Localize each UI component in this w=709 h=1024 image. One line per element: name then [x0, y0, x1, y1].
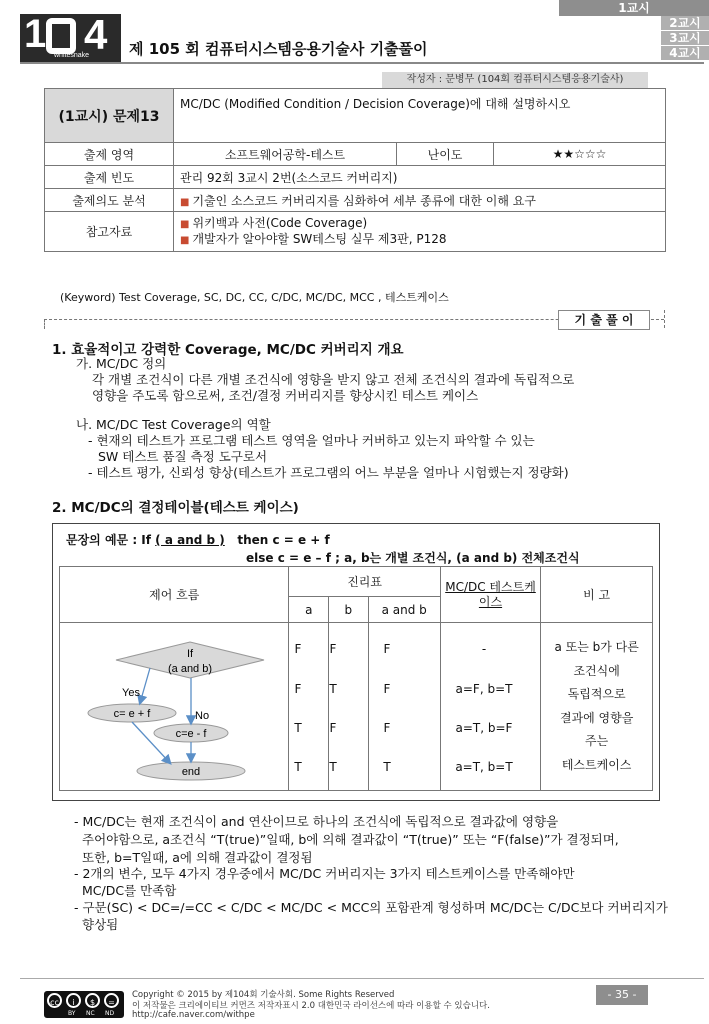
condition-expression: ( a and b ) [155, 533, 225, 547]
freq-value: 관리 92회 3교시 2번(소스코드 커버리지) [174, 166, 666, 189]
side-tab-3[interactable]: 3교시 [661, 31, 709, 45]
bullet-line: MC/DC를 만족함 [82, 883, 177, 898]
footer-divider [20, 978, 704, 979]
note-cell [541, 623, 653, 791]
row4-ab: T [383, 760, 391, 774]
row3-ab: F [383, 721, 391, 735]
cc-nd-label: ND [105, 1010, 115, 1017]
author-label: 작성자 : 문병무 (104회 컴퓨터시스템응용기술사) [382, 72, 648, 88]
col-truth-header: 진리표 [289, 567, 440, 597]
if-label: If [186, 648, 194, 660]
header-divider [20, 62, 704, 64]
row4-b: T [329, 760, 337, 774]
no-label: No [195, 710, 210, 722]
bullet-line: 향상됨 [82, 917, 119, 932]
col-mcdc-header: MC/DC 테스트케이스 [440, 567, 541, 623]
intent-value: 기출인 소스코드 커버리지를 심화하여 세부 종류에 대한 이해 요구 [192, 193, 536, 208]
yes-label: Yes [122, 687, 140, 699]
col-a-header: a [289, 597, 329, 623]
bullet-line: 주어야함으로, a조건식 “T(true)”일때, b에 의해 결과값이 “T(true)” 또는 “F(false)”가 결정되며, [82, 832, 619, 847]
bullet-line: - MC/DC는 현재 조건식이 and 연산이므로 하나의 조건식에 독립적으로 결과값에 영향을 [74, 814, 559, 829]
logo-digit-4: 4 [84, 11, 108, 58]
row2-tc: a=F, b=T [455, 682, 513, 696]
url-link[interactable]: http://cafe.naver.com/withpe [132, 1010, 255, 1020]
question-text: MC/DC (Modified Condition / Decision Coverage)에 대해 설명하시오 [174, 89, 666, 143]
control-flow-diagram [60, 624, 282, 792]
section1-a-line: 영향을 주도록 함으로써, 조건/결정 커버리지를 향상시킨 테스트 케이스 [92, 388, 479, 403]
note-line: a 또는 b가 다른 [554, 640, 639, 654]
logo-digit-0 [46, 18, 76, 54]
condition-line-1: 문장의 예문 : If ( a and b ) then c = e + f [66, 533, 330, 547]
copyright-text: Copyright © 2015 by 제104회 기술사회. Some Rights Reserved [132, 990, 395, 1000]
section1-b-title: 나. MC/DC Test Coverage의 역할 [76, 417, 271, 432]
row4-a: T [294, 760, 302, 774]
side-tab-2[interactable]: 2교시 [661, 16, 709, 30]
row2-a: F [294, 682, 302, 696]
bullet-line: 또한, b=T일때, a에 의해 결과값이 결정됨 [82, 850, 313, 865]
section1-title: 1. 효율적이고 강력한 Coverage, MC/DC 커버리지 개요 [52, 342, 404, 358]
area-value: 소프트웨어공학-테스트 [174, 143, 397, 166]
nc-icon: $ [85, 993, 100, 1008]
note-line: 테스트케이스 [561, 757, 632, 772]
note-line: 조건식에 [573, 663, 620, 678]
question-info-table [44, 88, 666, 252]
condition-line-2: else c = e – f ; a, b는 개별 조건식, (a and b) 전체조건식 [246, 551, 580, 565]
section1-a-title: 가. MC/DC 정의 [76, 356, 167, 371]
ref-cell [174, 212, 666, 252]
yes-arrow [140, 668, 150, 703]
else-text: c=e - f [175, 728, 207, 740]
end-text: end [181, 766, 201, 778]
section1-b-line: - 현재의 테스트가 프로그램 테스트 영역을 얼마나 커버하고 있는지 파악할 수 있는 [88, 433, 535, 448]
cc-nc-label: NC [86, 1010, 95, 1017]
area-label: 출제 영역 [45, 143, 174, 166]
note-line: 결과에 영향을 [559, 710, 634, 725]
col-note-header: 비 고 [541, 567, 653, 623]
row1-ab: F [383, 642, 391, 656]
cc-icon: cc [47, 993, 62, 1008]
session-tab[interactable]: 1교시 [559, 0, 709, 16]
question-label: (1교시) 문제13 [45, 89, 174, 143]
row2-ab: F [383, 682, 391, 696]
side-tab-4[interactable]: 4교시 [661, 46, 709, 60]
bullet-square-icon: ■ [180, 196, 190, 208]
row3-a: T [294, 721, 302, 735]
bullet-line: - 2개의 변수, 모두 4가지 경우중에서 MC/DC 커버리지는 3가지 테스트케이스를 만족해야만 [74, 866, 575, 881]
cc-license-badge [44, 991, 124, 1018]
difficulty-label: 난이도 [397, 143, 494, 166]
dashed-divider-left [44, 319, 45, 329]
row1-tc: - [481, 642, 487, 656]
cc-by-label: BY [68, 1010, 76, 1017]
solution-badge: 기 출 풀 이 [558, 310, 650, 330]
license-text: 이 저작물은 크리에이티브 커먼즈 저작자표시 2.0 대한민국 라이선스에 따라 이용할 수 있습니다. [132, 1001, 490, 1011]
bullet-square-icon: ■ [180, 234, 190, 246]
condition-example [66, 531, 580, 566]
freq-label: 출제 빈도 [45, 166, 174, 189]
keyword-line: (Keyword) Test Coverage, SC, DC, CC, C/DC, MC/DC, MCC , 테스트케이스 [60, 291, 449, 304]
ref-label: 참고자료 [45, 212, 174, 252]
col-flow-header: 제어 흐름 [60, 567, 289, 623]
nd-icon: = [104, 993, 119, 1008]
bullet-line: - 구문(SC) < DC=/=CC < C/DC < MC/DC < MCC의 포함관계 형성하며 MC/DC는 C/DC보다 커버리지가 [74, 900, 668, 915]
bullet-square-icon: ■ [180, 218, 190, 230]
ref-item: ■ 개발자가 알아야할 SW테스팅 실무 제3판, P128 [180, 231, 447, 246]
then-text: c= e + f [113, 708, 151, 720]
row3-tc: a=T, b=F [455, 721, 513, 735]
row2-b: T [329, 682, 337, 696]
if-condition: (a and b) [167, 663, 213, 675]
logo-text: whitesnake [54, 52, 90, 59]
dashed-divider-right [664, 310, 665, 328]
row1-b: F [329, 642, 337, 656]
page-number: - 35 - [596, 985, 648, 1005]
section2-title: 2. MC/DC의 결정테이블(테스트 케이스) [52, 500, 299, 516]
col-ab-header: a and b [368, 597, 440, 623]
row3-b: F [329, 721, 337, 735]
note-line: 독립적으로 [567, 687, 626, 701]
by-icon: i [66, 993, 81, 1008]
ref-item: ■ 위키백과 사전(Code Coverage) [180, 215, 368, 230]
col-b-header: b [329, 597, 369, 623]
intent-label: 출제의도 분석 [45, 189, 174, 212]
section1-b-line: - 테스트 평가, 신뢰성 향상(테스트가 프로그램의 어느 부분을 얼마나 시험했는지 정량화) [88, 465, 569, 480]
section1-a-line: 각 개별 조건식이 다른 개별 조건식에 영향을 받지 않고 전체 조건식의 결과에 독립적으로 [92, 372, 575, 387]
page-title: 제 105 회 컴퓨터시스템응용기술사 기출풀이 [129, 40, 428, 58]
intent-cell [174, 189, 666, 212]
note-line: 주는 [585, 734, 609, 748]
difficulty-value: ★★☆☆☆ [494, 143, 666, 166]
row4-tc: a=T, b=T [455, 760, 513, 774]
section1-b-line: SW 테스트 품질 측정 도구로서 [98, 449, 268, 464]
row1-a: F [294, 642, 302, 656]
logo [20, 11, 121, 62]
logo-digit-1: 1 [24, 12, 47, 56]
